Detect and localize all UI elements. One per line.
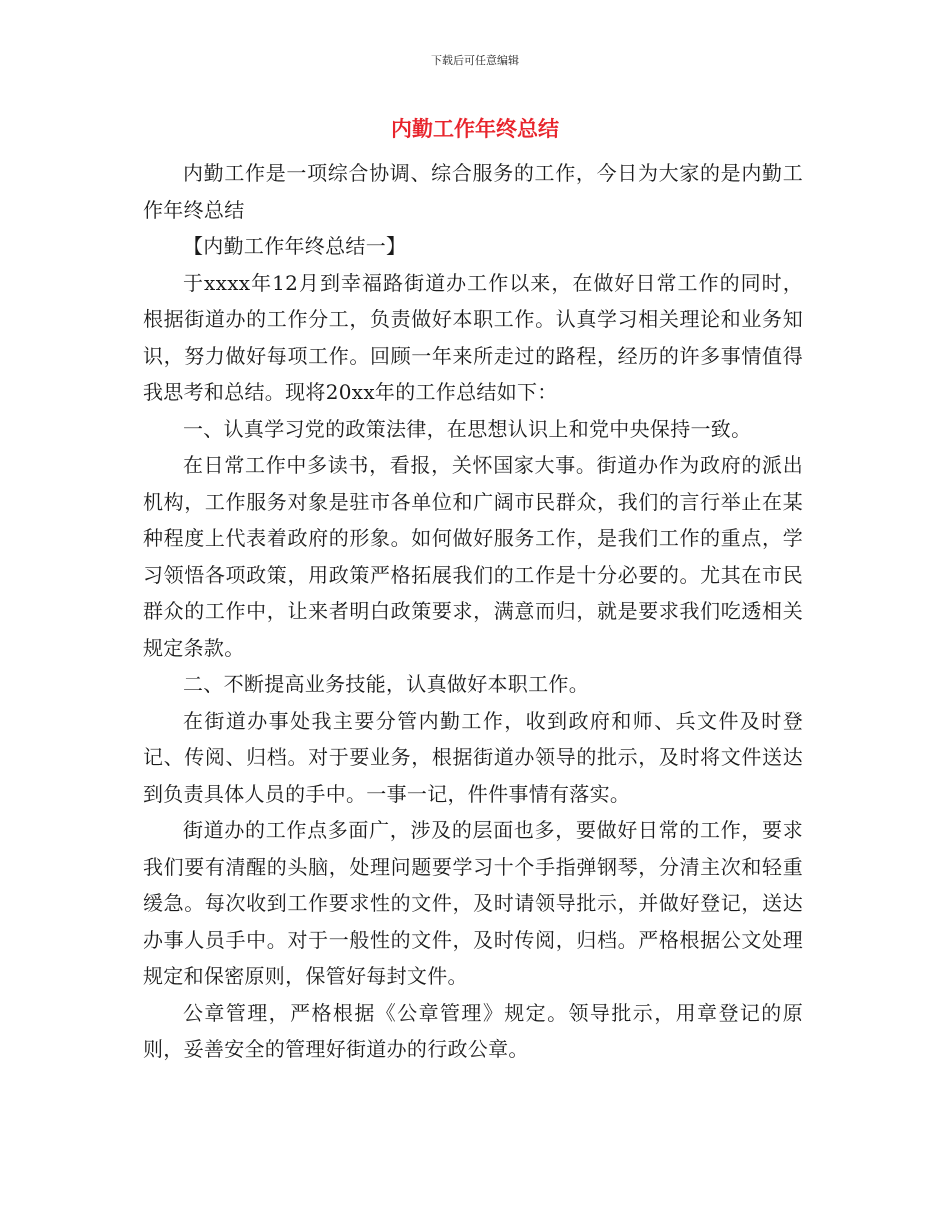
document-title: 内勤工作年终总结 xyxy=(391,116,559,141)
paragraph: 在街道办事处我主要分管内勤工作，收到政府和师、兵文件及时登记、传阅、归档。对于要业务，根据街道办领导的批示，及时将文件送达到负责具体人员的手中。一事一记，件件事情有落实。 xyxy=(143,708,803,806)
paragraph: 于xxxx年12月到幸福路街道办工作以来，在做好日常工作的同时，根据街道办的工作分工，负责做好本职工作。认真学习相关理论和业务知识，努力做好每项工作。回顾一年来所走过的路程，经历的许多事情值得我思考和总结。现将20xx年的工作总结如下： xyxy=(143,270,803,404)
paragraph: 公章管理，严格根据《公章管理》规定。领导批示，用章登记的原则，妥善安全的管理好街道办的行政公章。 xyxy=(143,1000,803,1061)
paragraph: 在日常工作中多读书，看报，关怀国家大事。街道办作为政府的派出机构，工作服务对象是驻市各单位和广阔市民群众，我们的言行举止在某种程度上代表着政府的形象。如何做好服务工作，是我们工作的重点，学习领悟各项政策，用政策严格拓展我们的工作是十分必要的。尤其在市民群众的工作中，让来者明白政策要求，满意而归，就是要求我们吃透相关规定条款。 xyxy=(143,453,803,660)
subheading: 一、认真学习党的政策法律，在思想认识上和党中央保持一致。 xyxy=(183,416,752,441)
section-heading: 【内勤工作年终总结一】 xyxy=(183,234,407,258)
page-header: 下载后可任意编辑 xyxy=(431,54,519,67)
paragraph-intro: 内勤工作是一项综合协调、综合服务的工作，今日为大家的是内勤工作年终总结 xyxy=(143,161,803,222)
subheading: 二、不断提高业务技能，认真做好本职工作。 xyxy=(183,672,589,696)
document-body xyxy=(143,155,803,1068)
paragraph: 街道办的工作点多面广，涉及的层面也多，要做好日常的工作，要求我们要有清醒的头脑，处理问题要学习十个手指弹钢琴，分清主次和轻重缓急。每次收到工作要求性的文件，及时请领导批示，并做好登记，送达办事人员手中。对于一般性的文件，及时传阅，归档。严格根据公文处理规定和保密原则，保管好每封文件。 xyxy=(143,818,803,988)
